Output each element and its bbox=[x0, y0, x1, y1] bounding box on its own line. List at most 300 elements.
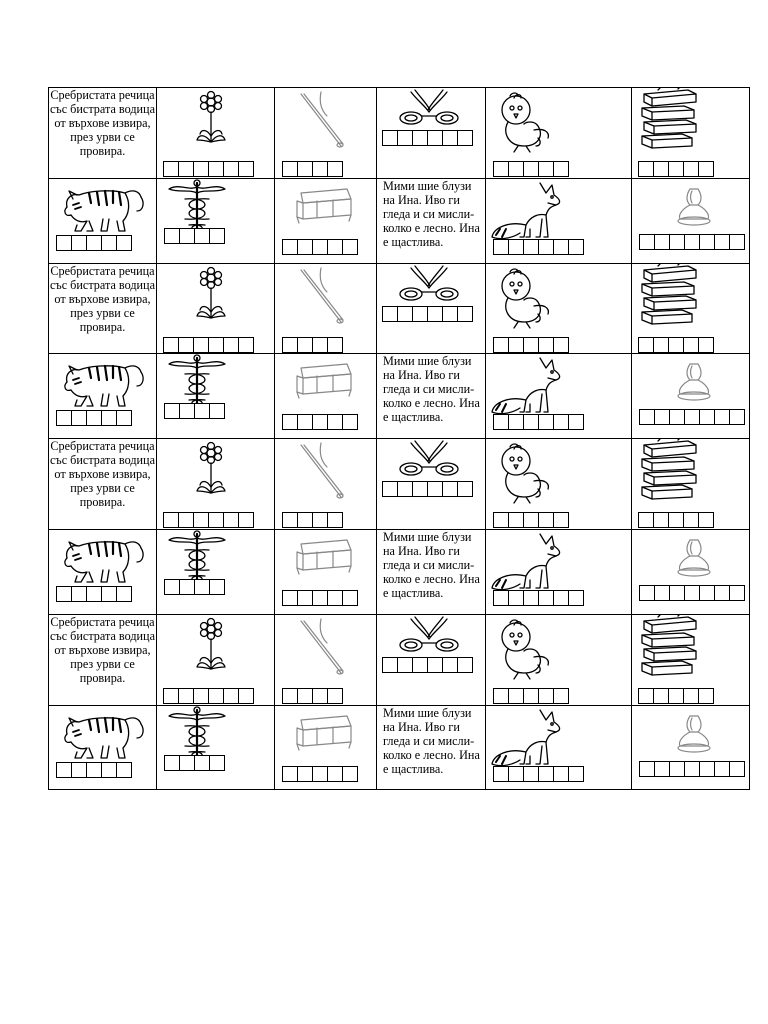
letter-boxes bbox=[163, 337, 253, 353]
books-icon bbox=[638, 264, 702, 335]
needle-icon bbox=[297, 617, 347, 684]
letter-box[interactable] bbox=[553, 414, 569, 430]
letter-boxes bbox=[493, 766, 583, 782]
letter-box[interactable] bbox=[164, 228, 180, 244]
letter-box[interactable] bbox=[653, 688, 669, 704]
letter-box[interactable] bbox=[193, 688, 209, 704]
letter-box[interactable] bbox=[382, 657, 398, 673]
letter-box[interactable] bbox=[163, 512, 179, 528]
letter-boxes bbox=[638, 688, 713, 704]
pacifier-icon bbox=[674, 536, 714, 585]
story-text: Мими шие блузи на Ина. Иво ги гледа и си мисли-колко е лесно. Ина е щастлива. bbox=[383, 354, 480, 424]
letter-box[interactable] bbox=[282, 161, 298, 177]
letter-box[interactable] bbox=[397, 657, 413, 673]
letter-box[interactable] bbox=[508, 688, 524, 704]
letter-boxes bbox=[639, 234, 744, 250]
letter-box[interactable] bbox=[327, 766, 343, 782]
letter-boxes bbox=[282, 688, 342, 704]
letter-boxes bbox=[639, 409, 744, 425]
letter-box[interactable] bbox=[638, 512, 654, 528]
letter-box[interactable] bbox=[194, 228, 210, 244]
letter-box[interactable] bbox=[714, 761, 730, 777]
letter-box[interactable] bbox=[163, 688, 179, 704]
letter-boxes bbox=[638, 337, 713, 353]
letter-box[interactable] bbox=[116, 235, 132, 251]
letter-box[interactable] bbox=[684, 761, 700, 777]
worksheet-cell bbox=[632, 706, 750, 790]
letter-boxes bbox=[493, 161, 568, 177]
worksheet-cell bbox=[157, 264, 274, 353]
letter-box[interactable] bbox=[457, 481, 473, 497]
letter-box[interactable] bbox=[208, 161, 224, 177]
worksheet-cell bbox=[486, 264, 631, 353]
tiger-icon bbox=[59, 532, 145, 591]
letter-box[interactable] bbox=[327, 414, 343, 430]
letter-box[interactable] bbox=[342, 414, 358, 430]
letter-box[interactable] bbox=[179, 228, 195, 244]
books-icon bbox=[638, 439, 702, 510]
letter-box[interactable] bbox=[639, 234, 655, 250]
scissors-icon bbox=[397, 439, 461, 484]
letter-box[interactable] bbox=[493, 414, 509, 430]
letter-box[interactable] bbox=[327, 337, 343, 353]
chick-icon bbox=[494, 441, 554, 510]
letter-box[interactable] bbox=[208, 688, 224, 704]
letter-box[interactable] bbox=[282, 512, 298, 528]
letter-boxes bbox=[382, 130, 472, 146]
letter-box[interactable] bbox=[698, 337, 714, 353]
letter-boxes bbox=[164, 579, 224, 595]
letter-box[interactable] bbox=[116, 410, 132, 426]
letter-box[interactable] bbox=[179, 403, 195, 419]
letter-box[interactable] bbox=[508, 766, 524, 782]
letter-box[interactable] bbox=[223, 688, 239, 704]
letter-box[interactable] bbox=[297, 337, 313, 353]
letter-box[interactable] bbox=[86, 762, 102, 778]
poem-text: Сребристата речица със бистрата водица от върхове извира, през урви се провира. bbox=[50, 88, 155, 158]
letter-box[interactable] bbox=[194, 755, 210, 771]
letter-box[interactable] bbox=[654, 234, 670, 250]
letter-boxes bbox=[56, 410, 131, 426]
letter-box[interactable] bbox=[164, 403, 180, 419]
letter-box[interactable] bbox=[71, 410, 87, 426]
letter-box[interactable] bbox=[653, 512, 669, 528]
letter-box[interactable] bbox=[297, 239, 313, 255]
story-text: Мими шие блузи на Ина. Иво ги гледа и си мисли-колко е лесно. Ина е щастлива. bbox=[383, 530, 480, 600]
scissors-icon bbox=[397, 264, 461, 309]
letter-box[interactable] bbox=[538, 512, 554, 528]
letter-box[interactable] bbox=[193, 337, 209, 353]
letter-box[interactable] bbox=[56, 586, 72, 602]
worksheet-cell bbox=[49, 706, 156, 790]
letter-box[interactable] bbox=[568, 239, 584, 255]
letter-box[interactable] bbox=[178, 161, 194, 177]
letter-box[interactable] bbox=[86, 235, 102, 251]
worksheet-cell bbox=[49, 615, 156, 705]
worksheet-cell bbox=[275, 88, 376, 178]
letter-box[interactable] bbox=[86, 410, 102, 426]
letter-box[interactable] bbox=[178, 337, 194, 353]
letter-box[interactable] bbox=[223, 512, 239, 528]
letter-boxes bbox=[164, 403, 224, 419]
letter-box[interactable] bbox=[282, 239, 298, 255]
letter-box[interactable] bbox=[568, 414, 584, 430]
worksheet-cell bbox=[275, 354, 376, 438]
letter-boxes bbox=[639, 761, 744, 777]
letter-boxes bbox=[56, 235, 131, 251]
sofa-icon bbox=[293, 358, 355, 407]
letter-box[interactable] bbox=[553, 688, 569, 704]
letter-box[interactable] bbox=[56, 235, 72, 251]
letter-box[interactable] bbox=[427, 130, 443, 146]
worksheet-cell bbox=[632, 88, 750, 178]
letter-box[interactable] bbox=[282, 590, 298, 606]
letter-box[interactable] bbox=[312, 414, 328, 430]
letter-box[interactable] bbox=[209, 403, 225, 419]
letter-boxes bbox=[282, 239, 357, 255]
worksheet-cell bbox=[49, 88, 156, 178]
letter-box[interactable] bbox=[714, 585, 730, 601]
letter-box[interactable] bbox=[457, 306, 473, 322]
letter-box[interactable] bbox=[714, 234, 730, 250]
letter-box[interactable] bbox=[654, 585, 670, 601]
worksheet-cell bbox=[275, 179, 376, 263]
worksheet-cell bbox=[632, 354, 750, 438]
letter-box[interactable] bbox=[342, 590, 358, 606]
letter-box[interactable] bbox=[194, 403, 210, 419]
letter-box[interactable] bbox=[312, 512, 328, 528]
letter-box[interactable] bbox=[553, 161, 569, 177]
letter-box[interactable] bbox=[683, 337, 699, 353]
letter-box[interactable] bbox=[668, 688, 684, 704]
letter-box[interactable] bbox=[179, 755, 195, 771]
letter-box[interactable] bbox=[523, 766, 539, 782]
letter-box[interactable] bbox=[729, 585, 745, 601]
worksheet-cell bbox=[157, 530, 274, 614]
letter-boxes bbox=[164, 755, 224, 771]
letter-box[interactable] bbox=[209, 579, 225, 595]
letter-box[interactable] bbox=[327, 512, 343, 528]
letter-box[interactable] bbox=[457, 657, 473, 673]
letter-box[interactable] bbox=[493, 161, 509, 177]
story-text: Мими шие блузи на Ина. Иво ги гледа и си мисли-колко е лесно. Ина е щастлива. bbox=[383, 179, 480, 249]
worksheet-cell bbox=[377, 706, 485, 790]
letter-box[interactable] bbox=[669, 585, 685, 601]
letter-box[interactable] bbox=[412, 130, 428, 146]
letter-box[interactable] bbox=[427, 657, 443, 673]
letter-box[interactable] bbox=[312, 766, 328, 782]
letter-box[interactable] bbox=[699, 585, 715, 601]
letter-box[interactable] bbox=[209, 755, 225, 771]
letter-box[interactable] bbox=[101, 410, 117, 426]
letter-box[interactable] bbox=[699, 409, 715, 425]
sofa-icon bbox=[293, 710, 355, 759]
letter-box[interactable] bbox=[699, 234, 715, 250]
fox-icon bbox=[490, 706, 566, 775]
letter-box[interactable] bbox=[442, 657, 458, 673]
letter-box[interactable] bbox=[163, 161, 179, 177]
letter-box[interactable] bbox=[297, 766, 313, 782]
letter-box[interactable] bbox=[457, 130, 473, 146]
letter-box[interactable] bbox=[523, 161, 539, 177]
letter-box[interactable] bbox=[297, 590, 313, 606]
letter-box[interactable] bbox=[282, 414, 298, 430]
letter-box[interactable] bbox=[553, 590, 569, 606]
letter-box[interactable] bbox=[538, 766, 554, 782]
letter-box[interactable] bbox=[116, 762, 132, 778]
letter-box[interactable] bbox=[669, 409, 685, 425]
letter-box[interactable] bbox=[442, 130, 458, 146]
letter-box[interactable] bbox=[698, 512, 714, 528]
letter-box[interactable] bbox=[639, 761, 655, 777]
worksheet-cell bbox=[49, 439, 156, 529]
worksheet-cell bbox=[377, 615, 485, 705]
letter-box[interactable] bbox=[684, 409, 700, 425]
letter-box[interactable] bbox=[164, 579, 180, 595]
letter-box[interactable] bbox=[412, 657, 428, 673]
letter-boxes bbox=[56, 586, 131, 602]
letter-boxes bbox=[282, 512, 342, 528]
letter-box[interactable] bbox=[553, 337, 569, 353]
letter-box[interactable] bbox=[639, 585, 655, 601]
letter-box[interactable] bbox=[427, 306, 443, 322]
books-icon bbox=[638, 615, 702, 686]
worksheet-cell bbox=[49, 530, 156, 614]
letter-box[interactable] bbox=[223, 161, 239, 177]
pacifier-icon bbox=[674, 360, 714, 409]
letter-boxes bbox=[638, 512, 713, 528]
letter-box[interactable] bbox=[668, 337, 684, 353]
letter-box[interactable] bbox=[653, 337, 669, 353]
worksheet-cell bbox=[486, 615, 631, 705]
worksheet-cell bbox=[275, 264, 376, 353]
letter-box[interactable] bbox=[508, 337, 524, 353]
letter-box[interactable] bbox=[327, 688, 343, 704]
letter-box[interactable] bbox=[508, 161, 524, 177]
letter-box[interactable] bbox=[729, 234, 745, 250]
letter-box[interactable] bbox=[523, 590, 539, 606]
letter-box[interactable] bbox=[639, 409, 655, 425]
letter-box[interactable] bbox=[538, 590, 554, 606]
letter-box[interactable] bbox=[71, 762, 87, 778]
worksheet-cell bbox=[486, 179, 631, 263]
letter-box[interactable] bbox=[382, 306, 398, 322]
worksheet-cell bbox=[377, 264, 485, 353]
letter-box[interactable] bbox=[282, 766, 298, 782]
letter-box[interactable] bbox=[538, 239, 554, 255]
letter-box[interactable] bbox=[568, 590, 584, 606]
letter-box[interactable] bbox=[553, 766, 569, 782]
poem-text: Сребристата речица със бистрата водица от върхове извира, през урви се провира. bbox=[50, 439, 155, 509]
letter-box[interactable] bbox=[193, 512, 209, 528]
letter-box[interactable] bbox=[669, 761, 685, 777]
letter-box[interactable] bbox=[493, 590, 509, 606]
worksheet-cell bbox=[49, 179, 156, 263]
letter-box[interactable] bbox=[684, 234, 700, 250]
letter-box[interactable] bbox=[163, 337, 179, 353]
letter-box[interactable] bbox=[683, 512, 699, 528]
letter-box[interactable] bbox=[312, 590, 328, 606]
letter-box[interactable] bbox=[238, 512, 254, 528]
letter-box[interactable] bbox=[538, 688, 554, 704]
letter-box[interactable] bbox=[208, 337, 224, 353]
letter-box[interactable] bbox=[493, 337, 509, 353]
letter-box[interactable] bbox=[297, 414, 313, 430]
letter-box[interactable] bbox=[342, 239, 358, 255]
letter-box[interactable] bbox=[178, 688, 194, 704]
worksheet-cell bbox=[377, 88, 485, 178]
letter-box[interactable] bbox=[56, 762, 72, 778]
letter-box[interactable] bbox=[508, 239, 524, 255]
worksheet-cell bbox=[49, 264, 156, 353]
letter-box[interactable] bbox=[669, 234, 685, 250]
worksheet-cell bbox=[275, 706, 376, 790]
needle-icon bbox=[297, 266, 347, 333]
letter-box[interactable] bbox=[668, 512, 684, 528]
letter-box[interactable] bbox=[86, 586, 102, 602]
letter-box[interactable] bbox=[638, 161, 654, 177]
letter-box[interactable] bbox=[382, 130, 398, 146]
worksheet-cell bbox=[157, 615, 274, 705]
letter-box[interactable] bbox=[327, 590, 343, 606]
letter-box[interactable] bbox=[714, 409, 730, 425]
letter-box[interactable] bbox=[654, 761, 670, 777]
letter-box[interactable] bbox=[116, 586, 132, 602]
letter-box[interactable] bbox=[342, 766, 358, 782]
letter-box[interactable] bbox=[683, 688, 699, 704]
worksheet-cell bbox=[157, 354, 274, 438]
worksheet-cell bbox=[377, 354, 485, 438]
worksheet-cell bbox=[157, 439, 274, 529]
letter-box[interactable] bbox=[397, 306, 413, 322]
letter-box[interactable] bbox=[523, 239, 539, 255]
letter-box[interactable] bbox=[568, 766, 584, 782]
worksheet-cell bbox=[632, 439, 750, 529]
story-text: Мими шие блузи на Ина. Иво ги гледа и си мисли-колко е лесно. Ина е щастлива. bbox=[383, 706, 480, 776]
letter-box[interactable] bbox=[654, 409, 670, 425]
flower-icon bbox=[191, 617, 231, 680]
letter-box[interactable] bbox=[699, 761, 715, 777]
letter-box[interactable] bbox=[194, 579, 210, 595]
worksheet-cell bbox=[275, 615, 376, 705]
letter-box[interactable] bbox=[523, 512, 539, 528]
letter-boxes bbox=[382, 306, 472, 322]
letter-box[interactable] bbox=[668, 161, 684, 177]
letter-box[interactable] bbox=[698, 161, 714, 177]
letter-box[interactable] bbox=[312, 239, 328, 255]
fox-icon bbox=[490, 354, 566, 423]
letter-box[interactable] bbox=[553, 512, 569, 528]
letter-box[interactable] bbox=[698, 688, 714, 704]
letter-box[interactable] bbox=[442, 306, 458, 322]
letter-box[interactable] bbox=[312, 337, 328, 353]
letter-box[interactable] bbox=[538, 414, 554, 430]
letter-box[interactable] bbox=[684, 585, 700, 601]
letter-box[interactable] bbox=[297, 688, 313, 704]
letter-box[interactable] bbox=[508, 414, 524, 430]
worksheet-cell bbox=[486, 530, 631, 614]
letter-boxes bbox=[282, 414, 357, 430]
letter-box[interactable] bbox=[238, 337, 254, 353]
letter-box[interactable] bbox=[101, 586, 117, 602]
letter-box[interactable] bbox=[297, 512, 313, 528]
letter-box[interactable] bbox=[523, 688, 539, 704]
letter-box[interactable] bbox=[382, 481, 398, 497]
letter-box[interactable] bbox=[71, 586, 87, 602]
letter-box[interactable] bbox=[553, 239, 569, 255]
letter-box[interactable] bbox=[729, 409, 745, 425]
worksheet-cell bbox=[157, 706, 274, 790]
tiger-icon bbox=[59, 356, 145, 415]
letter-box[interactable] bbox=[493, 512, 509, 528]
letter-boxes bbox=[638, 161, 713, 177]
poem-text: Сребристата речица със бистрата водица от върхове извира, през урви се провира. bbox=[50, 264, 155, 334]
letter-box[interactable] bbox=[101, 235, 117, 251]
letter-box[interactable] bbox=[238, 161, 254, 177]
worksheet-cell bbox=[377, 439, 485, 529]
letter-box[interactable] bbox=[164, 755, 180, 771]
letter-box[interactable] bbox=[508, 590, 524, 606]
worksheet-cell bbox=[377, 530, 485, 614]
letter-box[interactable] bbox=[729, 761, 745, 777]
letter-box[interactable] bbox=[523, 337, 539, 353]
letter-box[interactable] bbox=[493, 239, 509, 255]
letter-box[interactable] bbox=[397, 481, 413, 497]
letter-box[interactable] bbox=[683, 161, 699, 177]
letter-box[interactable] bbox=[282, 337, 298, 353]
letter-box[interactable] bbox=[71, 235, 87, 251]
letter-box[interactable] bbox=[427, 481, 443, 497]
letter-box[interactable] bbox=[193, 161, 209, 177]
letter-box[interactable] bbox=[493, 766, 509, 782]
letter-box[interactable] bbox=[101, 762, 117, 778]
letter-box[interactable] bbox=[638, 688, 654, 704]
letter-box[interactable] bbox=[442, 481, 458, 497]
letter-box[interactable] bbox=[208, 512, 224, 528]
letter-boxes bbox=[282, 161, 342, 177]
letter-boxes bbox=[493, 239, 583, 255]
letter-box[interactable] bbox=[493, 688, 509, 704]
worksheet-cell bbox=[486, 88, 631, 178]
letter-box[interactable] bbox=[297, 161, 313, 177]
letter-box[interactable] bbox=[56, 410, 72, 426]
letter-box[interactable] bbox=[397, 130, 413, 146]
letter-box[interactable] bbox=[209, 228, 225, 244]
letter-box[interactable] bbox=[538, 337, 554, 353]
letter-box[interactable] bbox=[179, 579, 195, 595]
letter-box[interactable] bbox=[523, 414, 539, 430]
letter-box[interactable] bbox=[412, 306, 428, 322]
letter-box[interactable] bbox=[638, 337, 654, 353]
letter-box[interactable] bbox=[312, 688, 328, 704]
letter-box[interactable] bbox=[312, 161, 328, 177]
letter-box[interactable] bbox=[412, 481, 428, 497]
letter-box[interactable] bbox=[238, 688, 254, 704]
letter-box[interactable] bbox=[653, 161, 669, 177]
scissors-icon bbox=[397, 88, 461, 133]
letter-box[interactable] bbox=[178, 512, 194, 528]
pacifier-icon bbox=[674, 185, 714, 234]
letter-box[interactable] bbox=[327, 161, 343, 177]
letter-box[interactable] bbox=[282, 688, 298, 704]
letter-box[interactable] bbox=[223, 337, 239, 353]
letter-box[interactable] bbox=[538, 161, 554, 177]
worksheet-cell bbox=[632, 615, 750, 705]
letter-box[interactable] bbox=[508, 512, 524, 528]
worksheet-cell bbox=[157, 179, 274, 263]
tiger-icon bbox=[59, 181, 145, 240]
letter-box[interactable] bbox=[327, 239, 343, 255]
